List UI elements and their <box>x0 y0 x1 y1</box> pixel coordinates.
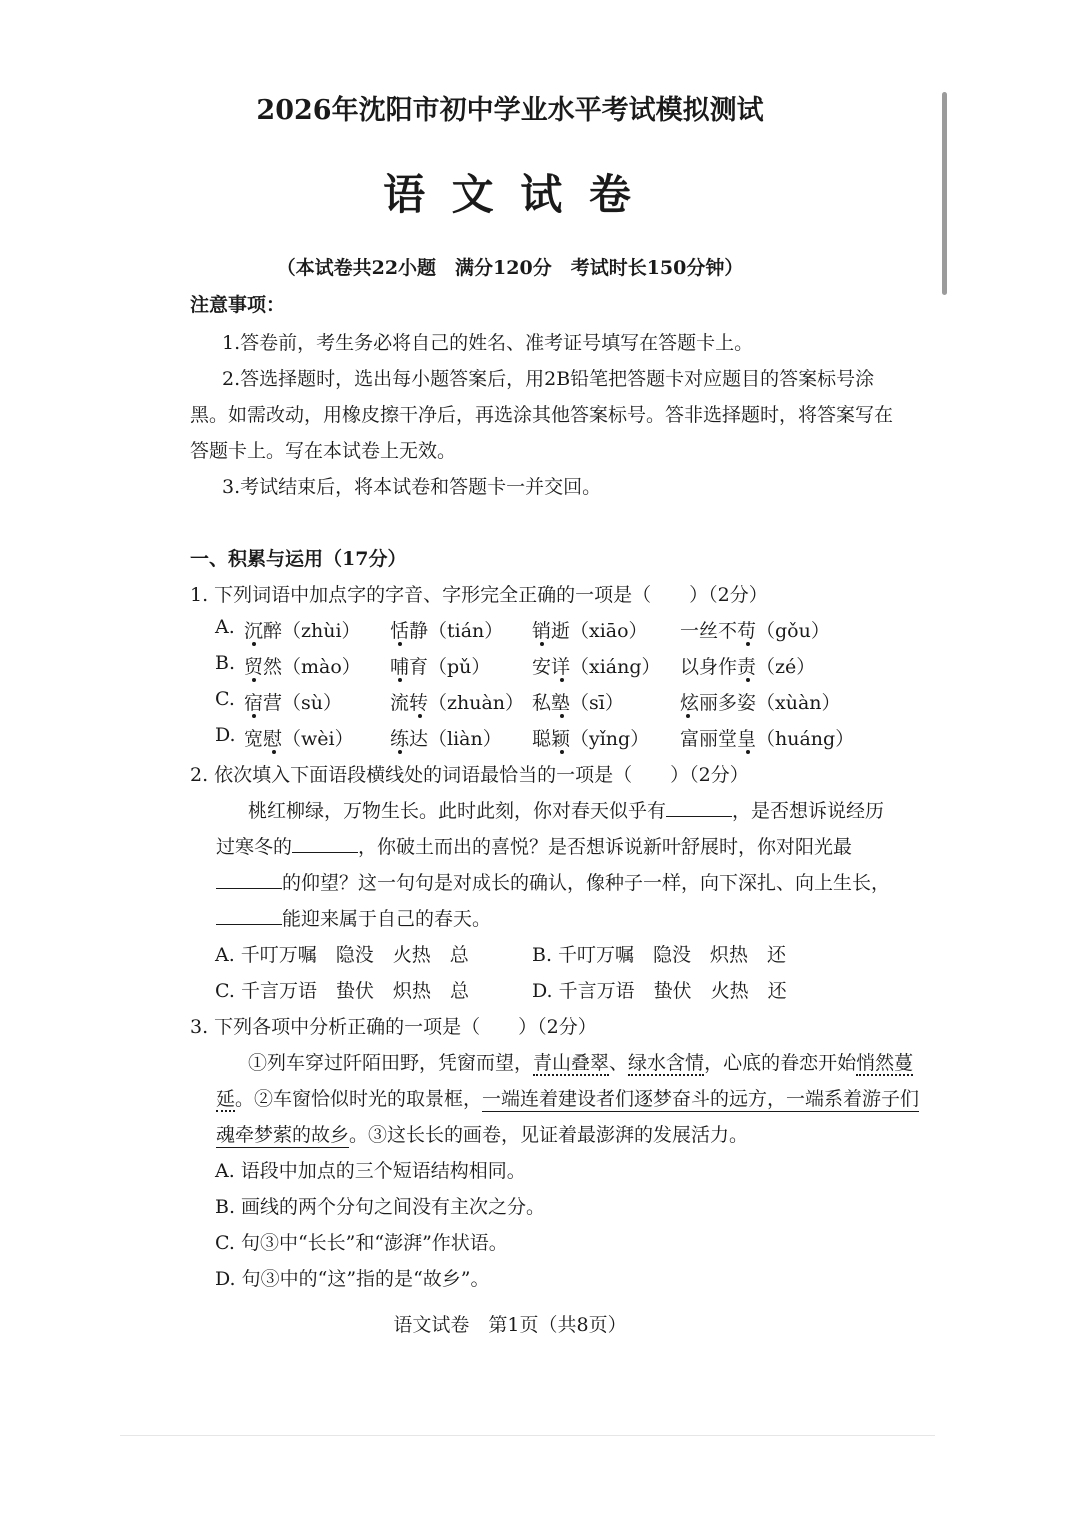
emphasis-dot <box>746 642 750 646</box>
q2-option-c: C. 千言万语 蛰伏 炽热 总 <box>215 980 469 1002</box>
q1-option-item: 宽慰（wèi） <box>244 728 354 750</box>
note-3: 3.考试结束后，将本试卷和答题卡一并交回。 <box>222 476 602 498</box>
page-bottom-edge <box>120 1435 935 1436</box>
q3-passage-line-1 <box>248 1048 913 1075</box>
q3-passage-line-2 <box>216 1084 919 1111</box>
q2-text: ，是否想诉说经历 <box>732 800 885 822</box>
emphasis-dot <box>418 714 422 718</box>
q3-option-d: D. 句③中的“这”指的是“故乡”。 <box>215 1268 490 1290</box>
q1-option-item: 练达（liàn） <box>390 728 502 750</box>
q1-option-item: 流转（zhuàn） <box>390 692 525 714</box>
q3-text: 。③这长长的画卷，见证着最澎湃的发展活力。 <box>349 1124 749 1146</box>
note-2-line-2: 黑。如需改动，用橡皮擦干净后，再选涂其他答案标号。答非选择题时，将答案写在 <box>190 404 894 426</box>
q1-option-item: 安详（xiáng） <box>532 656 661 678</box>
emphasis-dot <box>398 678 402 682</box>
question-3-stem: 3. 下列各项中分析正确的一项是（ ）（2分） <box>190 1016 597 1038</box>
q2-text: 的仰望？这一句句是对成长的确认，像种子一样，向下深扎、向上生长， <box>282 872 891 894</box>
underlined-clause: 魂牵梦萦的故乡 <box>216 1124 350 1146</box>
q2-text: 能迎来属于自己的春天。 <box>282 908 492 930</box>
emphasis-dot <box>252 714 256 718</box>
q3-passage-line-3 <box>216 1120 748 1147</box>
q1-option-label: A. <box>215 616 235 638</box>
underlined-clause: 一端连着建设者们逐梦奋斗的远方，一端系着游子们 <box>482 1088 920 1110</box>
note-2-line-3: 答题卡上。写在本试卷上无效。 <box>190 440 457 462</box>
emphasis-dot <box>686 714 690 718</box>
q3-option-a: A. 语段中加点的三个短语结构相同。 <box>215 1160 526 1182</box>
emphasis-dot <box>560 678 564 682</box>
emphasis-dot <box>746 678 750 682</box>
q1-option-item: 沉醉（zhùi） <box>244 620 361 642</box>
emphasis-dot <box>560 714 564 718</box>
q1-option-item: 销逝（xiāo） <box>532 620 648 642</box>
q2-option-b: B. 千叮万嘱 隐没 炽热 还 <box>532 944 787 966</box>
emphasis-dot <box>560 750 564 754</box>
emphasis-dot <box>252 642 256 646</box>
dotted-phrase: 延 <box>216 1088 236 1110</box>
q1-option-item: 贸然（mào） <box>244 656 361 678</box>
q2-passage-line-1 <box>248 796 884 823</box>
q1-option-item: 私塾（sī） <box>532 692 624 714</box>
q2-option-a: A. 千叮万嘱 隐没 火热 总 <box>215 944 469 966</box>
q1-option-label: C. <box>215 688 235 710</box>
emphasis-dot <box>252 678 256 682</box>
subject-title: 语 文 试 卷 <box>383 170 637 219</box>
answer-blank <box>216 910 282 925</box>
dotted-phrase: 悄然蔓 <box>856 1052 914 1074</box>
q1-option-item: 恬静（tián） <box>390 620 504 642</box>
dotted-phrase: 青山叠翠 <box>533 1052 610 1074</box>
q1-option-item: 以身作责（zé） <box>680 656 816 678</box>
section-heading: 一、积累与运用（17分） <box>190 548 407 570</box>
q3-text: 、 <box>609 1052 629 1074</box>
q3-option-b: B. 画线的两个分句之间没有主次之分。 <box>215 1196 546 1218</box>
q2-passage-line-2 <box>216 832 852 859</box>
note-1: 1.答卷前，考生务必将自己的姓名、准考证号填写在答题卡上。 <box>222 332 754 354</box>
q3-text: 。②车窗恰似时光的取景框， <box>235 1088 483 1110</box>
q2-passage-line-3 <box>216 868 890 895</box>
q2-passage-line-4 <box>216 904 491 931</box>
notes-heading: 注意事项： <box>190 294 286 316</box>
q3-text: ，心底的眷恋开始 <box>704 1052 857 1074</box>
emphasis-dot <box>398 750 402 754</box>
q3-option-c: C. 句③中“长长”和“澎湃”作状语。 <box>215 1232 508 1254</box>
q2-text: ，你破土而出的喜悦？是否想诉说新叶舒展时，你对阳光最 <box>358 836 853 858</box>
q1-option-item: 富丽堂皇（huáng） <box>680 728 855 750</box>
q2-text: 桃红柳绿，万物生长。此时此刻，你对春天似乎有 <box>248 800 667 822</box>
q2-option-d: D. 千言万语 蛰伏 火热 还 <box>532 980 787 1002</box>
answer-blank <box>666 802 732 817</box>
emphasis-dot <box>272 750 276 754</box>
q3-text: ①列车穿过阡陌田野，凭窗而望， <box>248 1052 534 1074</box>
answer-blank <box>216 874 282 889</box>
exam-title: 2026年沈阳市初中学业水平考试模拟测试 <box>256 95 764 126</box>
q1-option-label: D. <box>215 724 236 746</box>
q1-option-item: 聪颖（yǐng） <box>532 728 650 750</box>
q2-text: 过寒冬的 <box>216 836 293 858</box>
q1-option-item: 哺育（pǔ） <box>390 656 491 678</box>
emphasis-dot <box>746 750 750 754</box>
emphasis-dot <box>398 642 402 646</box>
emphasis-dot <box>540 642 544 646</box>
note-2-line-1: 2.答选择题时，选出每小题答案后，用2B铅笔把答题卡对应题目的答案标号涂 <box>222 368 875 390</box>
q1-option-label: B. <box>215 652 236 674</box>
exam-info: （本试卷共22小题 满分120分 考试时长150分钟） <box>276 257 744 279</box>
dotted-phrase: 绿水含情 <box>628 1052 705 1074</box>
q1-option-item: 宿营（sù） <box>244 692 342 714</box>
question-1-stem: 1. 下列词语中加点字的字音、字形完全正确的一项是（ ）（2分） <box>190 584 768 606</box>
q1-option-item: 一丝不苟（gǒu） <box>680 620 830 642</box>
q1-option-item: 炫丽多姿（xùàn） <box>680 692 841 714</box>
question-2-stem: 2. 依次填入下面语段横线处的词语最恰当的一项是（ ）（2分） <box>190 764 749 786</box>
page-footer: 语文试卷 第1页（共8页） <box>393 1314 627 1336</box>
answer-blank <box>292 838 358 853</box>
